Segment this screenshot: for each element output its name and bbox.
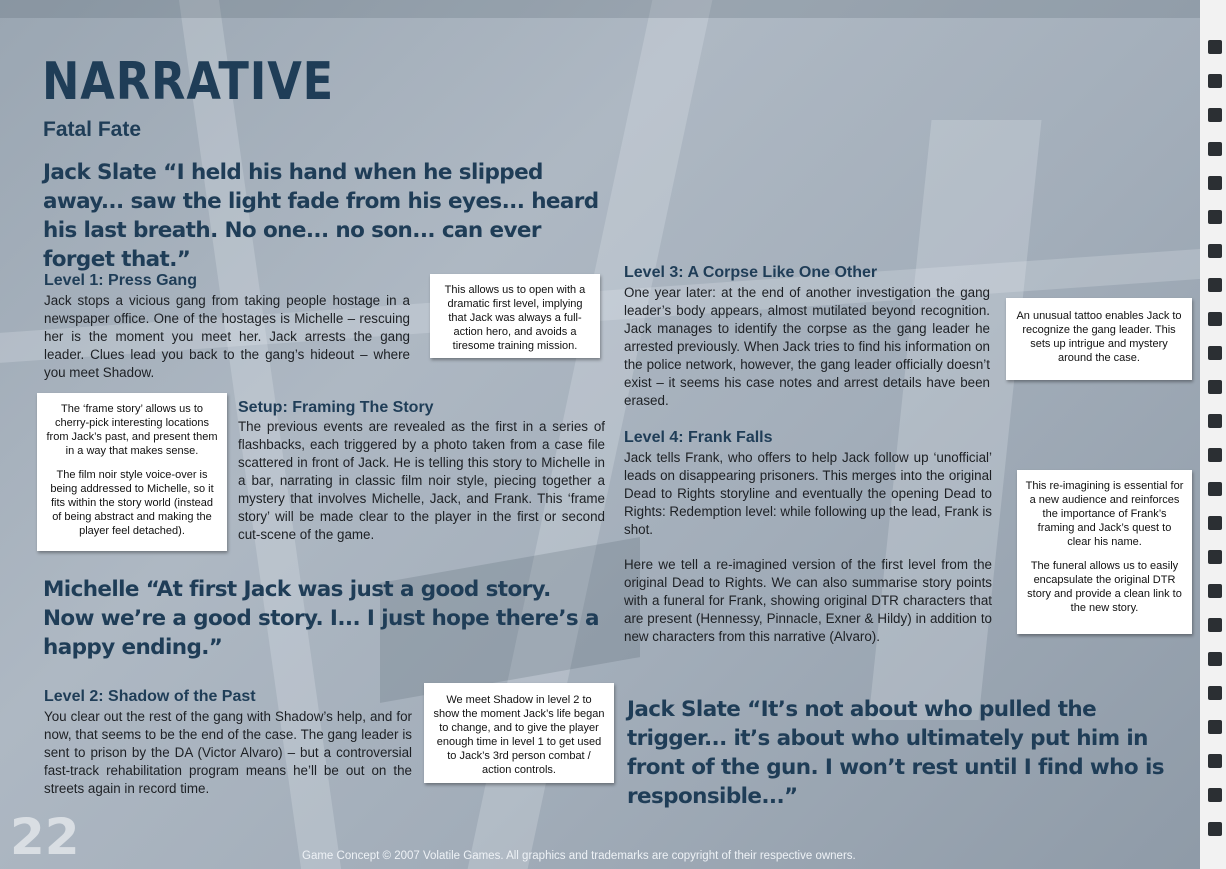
- level-4-body-2: Here we tell a re-imagined version of the first level from the original Dead to Rights. We can also summarise story points with a funeral for Frank, showing original DTR characters that are present (Hennessy, Pinnacle, Exner & Hildy) in addition to new characters from this narrative (Alvaro).: [624, 557, 992, 644]
- page-subtitle: Fatal Fate: [43, 118, 142, 141]
- setup-body: The previous events are revealed as the first in a series of flashbacks, each triggered by a photo taken from a case file scattered in front of Jack. He is telling this story to Michelle in a bar, narrating in classic film noir style, piecing together a mystery that involves Michelle, Jack, and Frank. This ‘frame story’ will be made clear to the player in the first or second cut-scene of the game.: [238, 419, 605, 542]
- level-4-heading: Level 4: Frank Falls: [624, 429, 773, 446]
- quote-jack-2: Jack Slate “It’s not about who pulled the trigger... it’s about who ultimately put him in front of the gun. I won’t rest until I find who is responsible...”: [627, 697, 1164, 809]
- note-reimagining-text: This re-imagining is essential for a new audience and reinforces the importance of Frank’s framing and Jack’s quest to clear his name.: [1025, 480, 1184, 548]
- note-tattoo: [1006, 298, 1192, 380]
- page-number: 22: [10, 808, 80, 866]
- level-2-body: You clear out the rest of the gang with Shadow’s help, and for now, that seems to be the end of the case. The gang leader is sent to prison by the DA (Victor Alvaro) – but a controversial fast-track rehabilitation program means he’ll be out on the streets again in record time.: [44, 709, 412, 796]
- note-first-level: [430, 274, 600, 358]
- page-title: NARRATIVE: [42, 52, 335, 112]
- level-1-body: Jack stops a vicious gang from taking people hostage in a newspaper office. One of the hostages is Michelle – rescuing her is the moment you meet her. Jack arrests the gang leader. Clues lead you back to the gang’s hideout – where you meet Shadow.: [44, 293, 410, 380]
- note-funeral-text: The funeral allows us to easily encapsulate the original DTR story and provide a clean link to the new story.: [1027, 560, 1182, 614]
- copyright-footer: Game Concept © 2007 Volatile Games. All graphics and trademarks are copyright of their respective owners.: [302, 850, 856, 862]
- quote-michelle: Michelle “At first Jack was just a good story. Now we’re a good story. I... I just hope there’s a happy ending.”: [43, 577, 599, 660]
- note-frame-story: [37, 393, 227, 551]
- note-noir-text: The film noir style voice-over is being addressed to Michelle, so it fits within the story world (instead of being abstract and making the player feel detached).: [50, 469, 214, 537]
- background-shadow: [0, 0, 1226, 18]
- note-frame-story-text: The ‘frame story’ allows us to cherry-pick interesting locations from Jack’s past, and present them in a way that makes sense.: [46, 403, 218, 457]
- level-4-body: Jack tells Frank, who offers to help Jack follow up ‘unofficial’ leads on disappearing prisoners. This merges into the original Dead to Rights storyline and eventually the opening Dead to Rights: Redemption level: while following up the lead, Frank is shot.: [624, 450, 992, 537]
- note-first-level-text: This allows us to open with a dramatic first level, implying that Jack was always a full-action hero, and avoids a tiresome training mission.: [444, 284, 586, 352]
- note-shadow: [424, 683, 614, 783]
- setup-heading: Setup: Framing The Story: [238, 399, 434, 416]
- note-tattoo-text: An unusual tattoo enables Jack to recognize the gang leader. This sets up intrigue and mystery around the case.: [1016, 310, 1182, 364]
- level-3-heading: Level 3: A Corpse Like One Other: [624, 264, 878, 281]
- quote-jack-1: Jack Slate “I held his hand when he slipped away... saw the light fade from his eyes... heard his last breath. No one... no son... can ever forget that.”: [43, 160, 599, 272]
- spiral-binding: [1200, 0, 1226, 869]
- note-shadow-text: We meet Shadow in level 2 to show the moment Jack’s life began to change, and to give the player enough time in level 1 to get used to Jack’s 3rd person combat / action controls.: [433, 694, 605, 776]
- level-1-heading: Level 1: Press Gang: [44, 272, 197, 289]
- note-reimagining: [1017, 470, 1192, 634]
- level-2-heading: Level 2: Shadow of the Past: [44, 688, 256, 705]
- level-3-body: One year later: at the end of another investigation the gang leader’s body appears, almost mutilated beyond recognition. Jack manages to identify the corpse as the gang leader he arrested previously. When Jack tries to find his information on the police network, however, the gang leader officially doesn’t exist – it seems his case notes and arrest details have been erased.: [624, 285, 990, 408]
